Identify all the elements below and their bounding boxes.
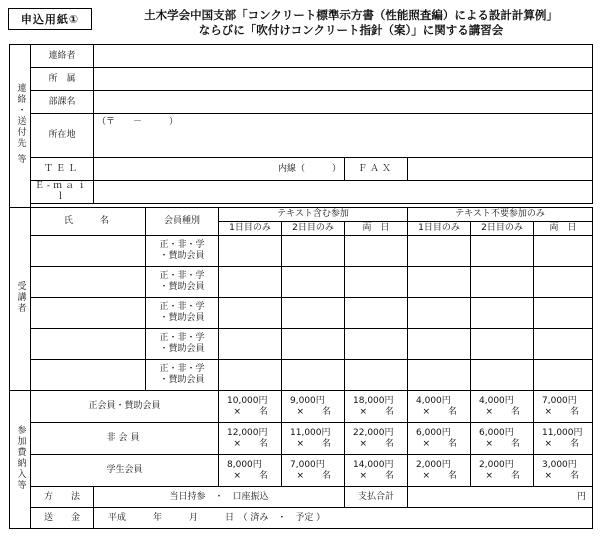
attendee-name-field[interactable] — [31, 267, 146, 298]
fee-cell[interactable]: 6,000円 × 名 — [408, 423, 471, 455]
with-text-header: テキスト含む参加 — [219, 208, 408, 222]
attendee-row — [10, 236, 593, 267]
attendance-cell[interactable] — [534, 298, 593, 329]
fee-cell[interactable]: 2,000円 × 名 — [408, 455, 471, 487]
without-text-both-header: 両 日 — [534, 222, 593, 236]
fee-cell[interactable]: 22,000円 × 名 — [345, 423, 408, 455]
postal-code-field[interactable]: （〒 － ） — [97, 117, 179, 127]
without-text-day2-header: 2日目のみ — [471, 222, 534, 236]
member-type-options[interactable]: 正・非・学 ・賛助会員 — [146, 329, 219, 360]
fee-cell[interactable]: 4,000円 × 名 — [471, 391, 534, 423]
form-id-badge: 申込用紙① — [8, 8, 92, 30]
attendance-cell[interactable] — [282, 329, 345, 360]
remittance-row — [10, 508, 593, 529]
fax-label: ＦＡＸ — [345, 158, 408, 181]
attendance-cell[interactable] — [345, 360, 408, 391]
attendance-cell[interactable] — [219, 298, 282, 329]
attendee-row — [10, 329, 593, 360]
payment-total-label: 支払合計 — [345, 487, 408, 508]
attendance-cell[interactable] — [282, 360, 345, 391]
attendance-cell[interactable] — [219, 329, 282, 360]
fee-cell[interactable]: 9,000円 × 名 — [282, 391, 345, 423]
fee-cell[interactable]: 14,000円 × 名 — [345, 455, 408, 487]
affiliation-field[interactable] — [94, 68, 593, 91]
without-text-header: テキスト不要参加のみ — [408, 208, 593, 222]
address-row — [10, 114, 593, 158]
contact-person-field[interactable] — [94, 45, 593, 68]
fee-category-label: 非会員 — [31, 423, 219, 455]
attendance-cell[interactable] — [471, 329, 534, 360]
email-row — [10, 181, 593, 204]
member-type-options[interactable]: 正・非・学 ・賛助会員 — [146, 298, 219, 329]
fee-category-label: 学生会員 — [31, 455, 219, 487]
payment-method-row — [10, 487, 593, 508]
attendee-row — [10, 267, 593, 298]
yen-unit: 円 — [576, 491, 586, 502]
department-label: 部課名 — [31, 91, 94, 114]
name-header: 氏 名 — [31, 208, 146, 236]
tel-fax-row — [10, 158, 593, 181]
fee-section-label: 参加費納入等 — [10, 391, 31, 529]
fee-cell[interactable]: 7,000円 × 名 — [534, 391, 593, 423]
affiliation-row — [10, 68, 593, 91]
fee-cell[interactable]: 18,000円 × 名 — [345, 391, 408, 423]
fee-row-regular — [10, 391, 593, 423]
attendee-name-field[interactable] — [31, 298, 146, 329]
fee-cell[interactable]: 6,000円 × 名 — [471, 423, 534, 455]
attendance-cell[interactable] — [219, 236, 282, 267]
attendance-cell[interactable] — [408, 360, 471, 391]
attendance-cell[interactable] — [408, 329, 471, 360]
fee-cell[interactable]: 10,000円 × 名 — [219, 391, 282, 423]
payment-method-options[interactable]: 当日持参 ・ 口座振込 — [94, 487, 345, 508]
attendance-cell[interactable] — [471, 267, 534, 298]
fee-cell[interactable]: 11,000円 × 名 — [282, 423, 345, 455]
attendee-name-field[interactable] — [31, 360, 146, 391]
attendance-cell[interactable] — [471, 298, 534, 329]
with-text-both-header: 両 日 — [345, 222, 408, 236]
fee-cell[interactable]: 2,000円 × 名 — [471, 455, 534, 487]
attendance-cell[interactable] — [219, 360, 282, 391]
extension-field[interactable]: 内線（ ） — [277, 163, 341, 174]
address-label: 所在地 — [31, 114, 94, 158]
attendance-cell[interactable] — [282, 236, 345, 267]
department-row — [10, 91, 593, 114]
attendance-cell[interactable] — [345, 267, 408, 298]
fee-cell[interactable]: 11,000円 × 名 — [534, 423, 593, 455]
attendee-row — [10, 298, 593, 329]
attendance-cell[interactable] — [282, 267, 345, 298]
address-field[interactable] — [94, 114, 593, 158]
fax-field[interactable] — [408, 158, 593, 181]
attendee-name-field[interactable] — [31, 236, 146, 267]
attendance-cell[interactable] — [471, 360, 534, 391]
contact-person-row — [10, 45, 593, 68]
fee-cell[interactable]: 7,000円 × 名 — [282, 455, 345, 487]
attendance-cell[interactable] — [345, 329, 408, 360]
member-type-options[interactable]: 正・非・学 ・賛助会員 — [146, 360, 219, 391]
tel-field[interactable] — [94, 158, 345, 181]
attendee-name-field[interactable] — [31, 329, 146, 360]
member-type-options[interactable]: 正・非・学 ・賛助会員 — [146, 267, 219, 298]
title-line-1: 土木学会中国支部「コンクリート標準示方書（性能照査編）による設計計算例」 — [144, 8, 558, 22]
department-field[interactable] — [94, 91, 593, 114]
attendance-cell[interactable] — [345, 236, 408, 267]
contact-section-label: 連絡・送付先 等 — [10, 45, 31, 208]
email-field[interactable] — [94, 181, 593, 204]
fee-row-student — [10, 455, 593, 487]
fee-cell[interactable]: 8,000円 × 名 — [219, 455, 282, 487]
affiliation-label: 所 属 — [31, 68, 94, 91]
fee-cell[interactable]: 12,000円 × 名 — [219, 423, 282, 455]
page-title — [112, 8, 590, 38]
title-line-2: ならびに「吹付けコンクリート指針（案）」に関する講習会 — [198, 23, 504, 37]
attendance-cell[interactable] — [534, 267, 593, 298]
member-type-options[interactable]: 正・非・学 ・賛助会員 — [146, 236, 219, 267]
payment-method-label: 方 法 — [31, 487, 94, 508]
attendee-header-row-1 — [10, 208, 593, 222]
attendance-cell[interactable] — [282, 298, 345, 329]
remittance-date-field[interactable]: 平成 年 月 日 （ 済み ・ 予定 ） — [94, 508, 593, 529]
attendance-cell[interactable] — [408, 267, 471, 298]
payment-total-field[interactable] — [408, 487, 593, 508]
tel-label: ＴＥＬ — [31, 158, 94, 181]
attendance-cell[interactable] — [408, 298, 471, 329]
attendee-row — [10, 360, 593, 391]
fee-cell[interactable]: 3,000円 × 名 — [534, 455, 593, 487]
with-text-day1-header: 1日目のみ — [219, 222, 282, 236]
attendance-cell[interactable] — [534, 360, 593, 391]
contact-person-label: 連絡者 — [31, 45, 94, 68]
fee-row-nonmember — [10, 423, 593, 455]
application-form-table — [9, 44, 593, 529]
attendance-cell[interactable] — [345, 298, 408, 329]
attendee-section-label: 受講者 — [10, 208, 31, 391]
fee-cell[interactable]: 4,000円 × 名 — [408, 391, 471, 423]
attendance-cell[interactable] — [408, 236, 471, 267]
attendance-cell[interactable] — [219, 267, 282, 298]
attendance-cell[interactable] — [534, 329, 593, 360]
without-text-day1-header: 1日目のみ — [408, 222, 471, 236]
attendance-cell[interactable] — [471, 236, 534, 267]
member-type-header: 会員種別 — [146, 208, 219, 236]
email-label: Ｅ-ｍａｉｌ — [31, 181, 94, 204]
with-text-day2-header: 2日目のみ — [282, 222, 345, 236]
attendance-cell[interactable] — [534, 236, 593, 267]
fee-category-label: 正会員・賛助会員 — [31, 391, 219, 423]
remittance-label: 送 金 — [31, 508, 94, 529]
